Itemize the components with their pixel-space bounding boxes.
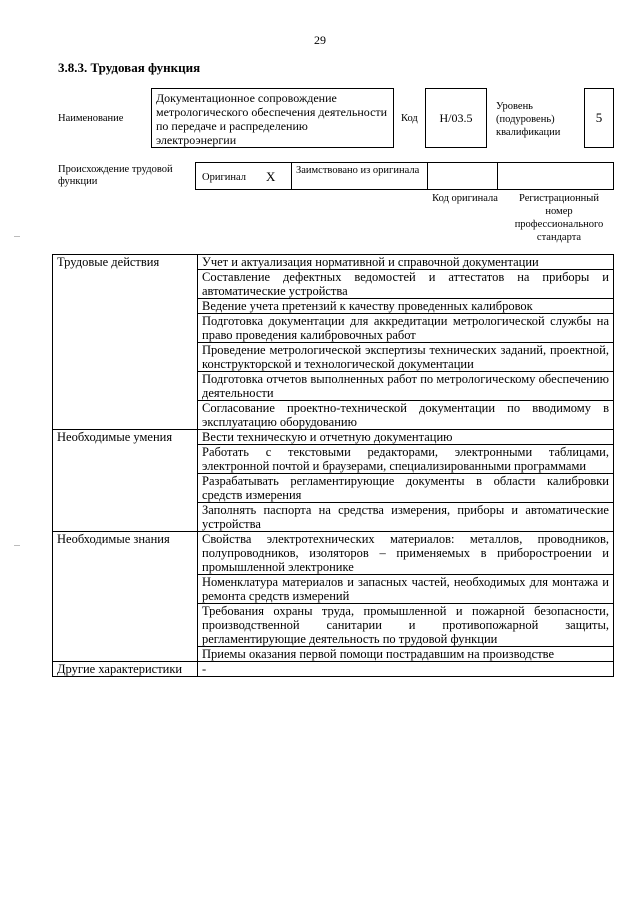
origin-original-cell — [196, 163, 292, 189]
level-value: 5 — [584, 88, 614, 148]
other-value: - — [198, 662, 614, 677]
action-item: Ведение учета претензий к качеству проведенных калибровок — [198, 299, 614, 314]
origin-borrowed-cell — [292, 163, 428, 189]
margin-mark — [14, 545, 20, 546]
action-item: Проведение метрологической экспертизы технических заданий, проектной, конструкторской и технологической документации — [198, 343, 614, 372]
origin-mark: X — [266, 169, 276, 184]
table-row — [53, 532, 614, 575]
function-table — [52, 254, 614, 677]
table-row — [53, 430, 614, 445]
page-number: 29 — [314, 33, 326, 47]
skill-item: Разрабатывать регламентирующие документы в области калибровки средств измерения — [198, 474, 614, 503]
knowledge-item: Приемы оказания первой помощи пострадавшим на производстве — [198, 647, 614, 662]
origin-label: Происхождение трудовой функции — [58, 164, 173, 187]
level-label: Уровень (подуровень) квалификации — [496, 101, 561, 138]
action-item: Подготовка отчетов выполненных работ по метрологическому обеспечению деятельности — [198, 372, 614, 401]
name-value: Документационное сопровождение метрологического обеспечения деятельности по передаче и распределению электроэнергии — [151, 88, 394, 148]
knowledge-item: Свойства электротехнических материалов: металлов, проводников, полупроводников, изоляторов – применяемых в приборостроении и промышленной электронике — [198, 532, 614, 575]
origin-code-caption: Код оригинала — [432, 193, 498, 204]
reg-number-cell — [498, 163, 615, 189]
action-item: Подготовка документации для аккредитации метрологической службы на право проведения калибровочных работ — [198, 314, 614, 343]
other-label: Другие характеристики — [53, 662, 198, 677]
action-item: Учет и актуализация нормативной и справочной документации — [198, 255, 614, 270]
origin-code-cell — [428, 163, 498, 189]
name-label: Наименование — [58, 113, 124, 124]
code-label: Код — [401, 113, 418, 124]
origin-row — [195, 162, 614, 190]
knowledge-item: Номенклатура материалов и запасных частей, необходимых для монтажа и ремонта средств измерений — [198, 575, 614, 604]
section-heading: 3.8.3. Трудовая функция — [58, 60, 201, 75]
table-row — [53, 662, 614, 677]
skill-item: Заполнять паспорта на средства измерения, приборы и автоматические устройства — [198, 503, 614, 532]
reg-number-caption: Регистрационный номер профессионального стандарта — [514, 193, 604, 243]
origin-borrowed-label: Заимствовано из оригинала — [296, 165, 420, 176]
origin-original-label: Оригинал — [202, 172, 246, 183]
actions-label: Трудовые действия — [53, 255, 198, 430]
skill-item: Работать с текстовыми редакторами, электронными таблицами, электронной почтой и браузерами, специализированными программами — [198, 445, 614, 474]
knowledge-label: Необходимые знания — [53, 532, 198, 662]
code-value: Н/03.5 — [425, 88, 487, 148]
knowledge-item: Требования охраны труда, промышленной и пожарной безопасности, производственной санитарии и противопожарной защиты, регламентирующие деятельность по трудовой функции — [198, 604, 614, 647]
action-item: Составление дефектных ведомостей и аттестатов на приборы и автоматические устройства — [198, 270, 614, 299]
skills-label: Необходимые умения — [53, 430, 198, 532]
skill-item: Вести техническую и отчетную документацию — [198, 430, 614, 445]
margin-mark — [14, 236, 20, 237]
action-item: Согласование проектно-технической документации по вводимому в эксплуатацию оборудованию — [198, 401, 614, 430]
table-row — [53, 255, 614, 270]
